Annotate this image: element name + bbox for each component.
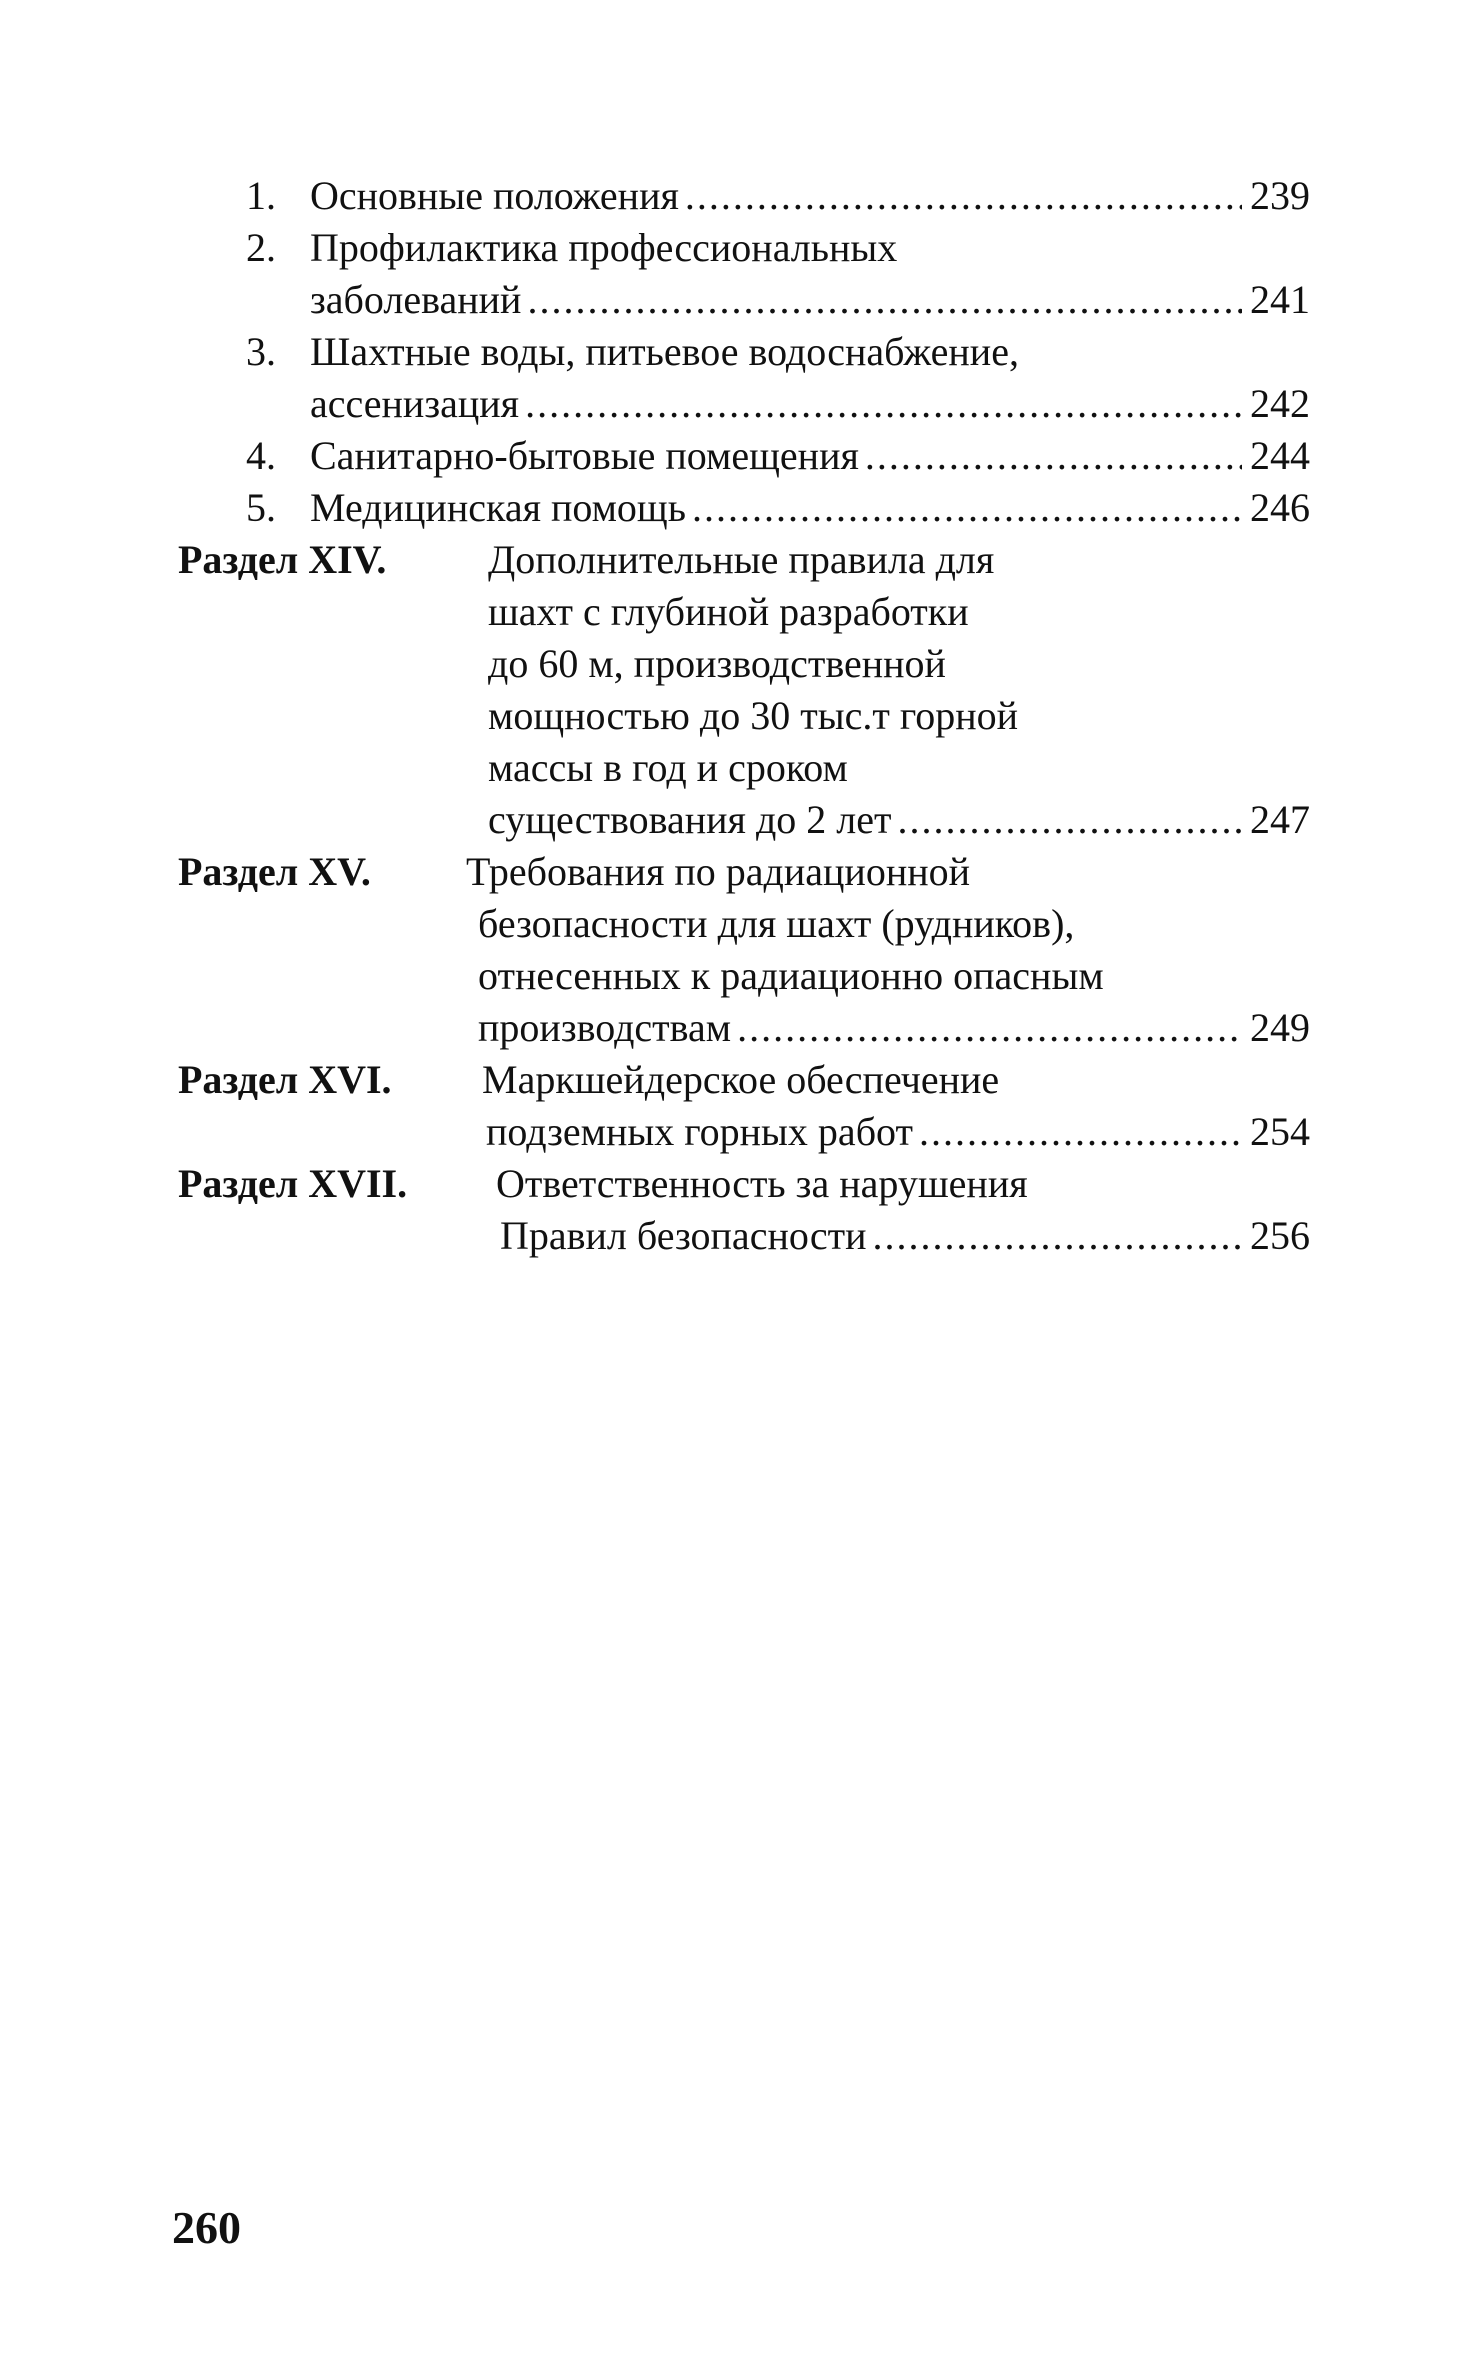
section-title: массы в год и сроком [488, 745, 848, 790]
entry-page: 241 [1250, 277, 1310, 322]
section-label: Раздел XVI. [178, 1057, 392, 1102]
section-label: Раздел XV. [178, 849, 371, 894]
section-title: подземных горных работ [486, 1109, 913, 1154]
section-title: шахт с глубиной разработки [488, 589, 969, 634]
section-title: отнесенных к радиационно опасным [478, 953, 1104, 998]
section-title: существования до 2 лет [488, 797, 892, 842]
entry-title: Медицинская помощь [310, 485, 686, 530]
section-page: 247 [1250, 797, 1310, 842]
entry-page: 246 [1250, 485, 1310, 530]
section-title: до 60 м, производственной [488, 641, 946, 686]
dot-leader [527, 274, 1242, 326]
toc-entry-line [310, 274, 1310, 326]
entry-number: 3. [246, 329, 276, 374]
section-title: Требования по радиационной [466, 849, 971, 894]
section-page: 249 [1250, 1005, 1310, 1050]
section-title: Маркшейдерское обеспечение [482, 1057, 1000, 1102]
section-title: Ответственность за нарушения [496, 1161, 1028, 1206]
entry-title: Шахтные воды, питьевое водоснабжение, [310, 329, 1019, 374]
entry-title: Санитарно-бытовые помещения [310, 433, 859, 478]
toc-entry-line [478, 1002, 1310, 1054]
entry-number: 1. [246, 173, 276, 218]
entry-page: 239 [1250, 173, 1310, 218]
section-title: безопасности для шахт (рудников), [478, 901, 1075, 946]
page-number: 260 [172, 2202, 241, 2253]
dot-leader [737, 1002, 1242, 1054]
toc-entry-line [310, 430, 1310, 482]
entry-title: Профилактика профессиональных [310, 225, 898, 270]
entry-title: Основные положения [310, 173, 679, 218]
entry-number: 2. [246, 225, 276, 270]
dot-leader [865, 430, 1242, 482]
dot-leader [692, 482, 1242, 534]
dot-leader [685, 170, 1242, 222]
section-label: Раздел XVII. [178, 1161, 408, 1206]
toc-entry-line [486, 1106, 1310, 1158]
entry-page: 242 [1250, 381, 1310, 426]
toc-entry-line [310, 378, 1310, 430]
section-title: мощностью до 30 тыс.т горной [488, 693, 1019, 738]
toc-entry-line [310, 482, 1310, 534]
section-page: 254 [1250, 1109, 1310, 1154]
entry-number: 5. [246, 485, 276, 530]
section-label: Раздел XIV. [178, 537, 387, 582]
dot-leader [919, 1106, 1242, 1158]
dot-leader [525, 378, 1242, 430]
entry-title-continuation: ассенизация [310, 381, 520, 426]
section-page: 256 [1250, 1213, 1310, 1258]
entry-page: 244 [1250, 433, 1310, 478]
dot-leader [872, 1210, 1242, 1262]
toc-entry-line [500, 1210, 1310, 1262]
dot-leader [898, 794, 1243, 846]
section-title: производствам [478, 1005, 732, 1050]
toc-entry-line [488, 794, 1310, 846]
section-title: Дополнительные правила для [488, 537, 995, 582]
section-title: Правил безопасности [500, 1213, 867, 1258]
entry-title-continuation: заболеваний [310, 277, 522, 322]
toc-entry-line [310, 170, 1310, 222]
entry-number: 4. [246, 433, 276, 478]
